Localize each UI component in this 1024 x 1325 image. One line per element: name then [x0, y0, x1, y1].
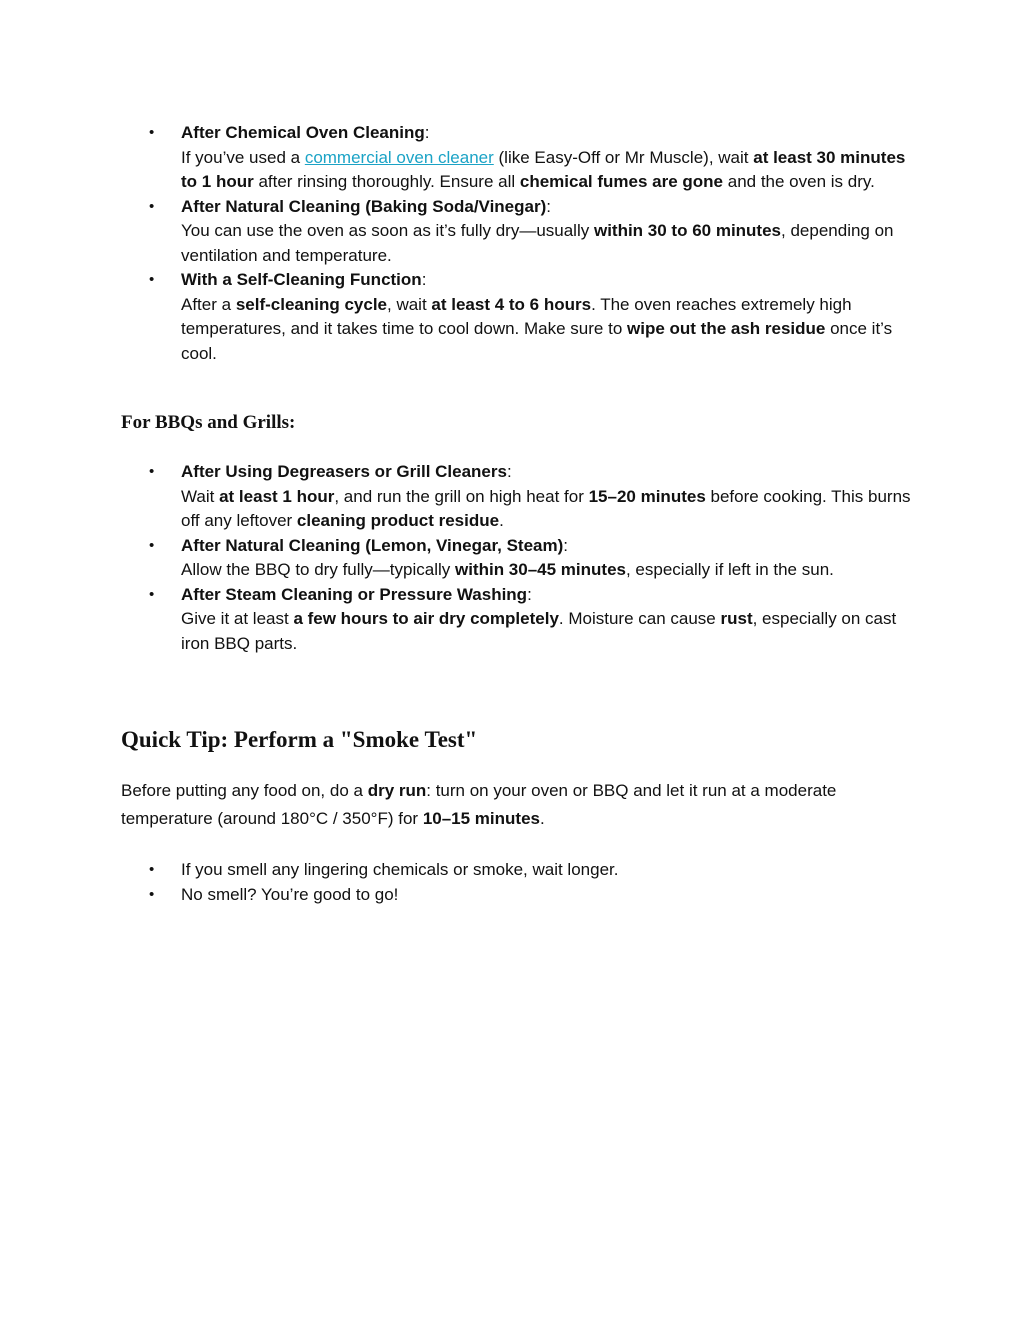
item-title: After Using Degreasers or Grill Cleaners [181, 462, 507, 481]
commercial-oven-cleaner-link[interactable]: commercial oven cleaner [304, 147, 494, 167]
item-title: After Chemical Oven Cleaning [181, 123, 425, 142]
bbq-section-heading: For BBQs and Grills: [121, 412, 296, 433]
oven-cleaning-list [121, 121, 911, 366]
list-item: • After Natural Cleaning (Baking Soda/Vinegar): You can use the oven as soon as it’s fully dry—usually within 30 to 60 minutes, depending on ventilation and temperature. [121, 195, 911, 269]
list-item: • If you smell any lingering chemicals or smoke, wait longer. [121, 858, 911, 883]
list-item: • With a Self-Cleaning Function: After a self-cleaning cycle, wait at least 4 to 6 hours. The oven reaches extremely high temperatures, and it takes time to cool down. Make sure to wipe out the ash residue once it’s cool. [121, 268, 911, 366]
list-item: • No smell? You’re good to go! [121, 883, 911, 908]
list-item: • After Steam Cleaning or Pressure Washing: Give it at least a few hours to air dry completely. Moisture can cause rust, especially on cast iron BBQ parts. [121, 583, 911, 657]
quick-tip-heading: Quick Tip: Perform a "Smoke Test" [121, 727, 478, 752]
item-title: With a Self-Cleaning Function [181, 270, 422, 289]
item-title: After Natural Cleaning (Baking Soda/Vinegar) [181, 196, 547, 216]
list-item: • After Natural Cleaning (Lemon, Vinegar, Steam): Allow the BBQ to dry fully—typically within 30–45 minutes, especially if left in the sun. [121, 534, 911, 583]
list-item: • After Using Degreasers or Grill Cleaners: Wait at least 1 hour, and run the grill on high heat for 15–20 minutes before cooking. This burns off any leftover cleaning product residue. [121, 460, 911, 534]
bbq-cleaning-list [121, 460, 911, 656]
item-title: After Steam Cleaning or Pressure Washing [181, 584, 528, 604]
item-title: After Natural Cleaning (Lemon, Vinegar, Steam) [181, 535, 564, 555]
list-item: • After Chemical Oven Cleaning: If you’ve used a commercial oven cleaner (like Easy-Off or Mr Muscle), wait at least 30 minutes to 1 hour after rinsing thoroughly. Ensure all chemical fumes are gone and the oven is dry. [121, 121, 911, 195]
smoke-test-paragraph: Before putting any food on, do a dry run: turn on your oven or BBQ and let it run at a moderate temperature (around 180°C / 350°F) for 10–15 minutes. [121, 781, 837, 828]
smoke-test-list [121, 858, 911, 907]
